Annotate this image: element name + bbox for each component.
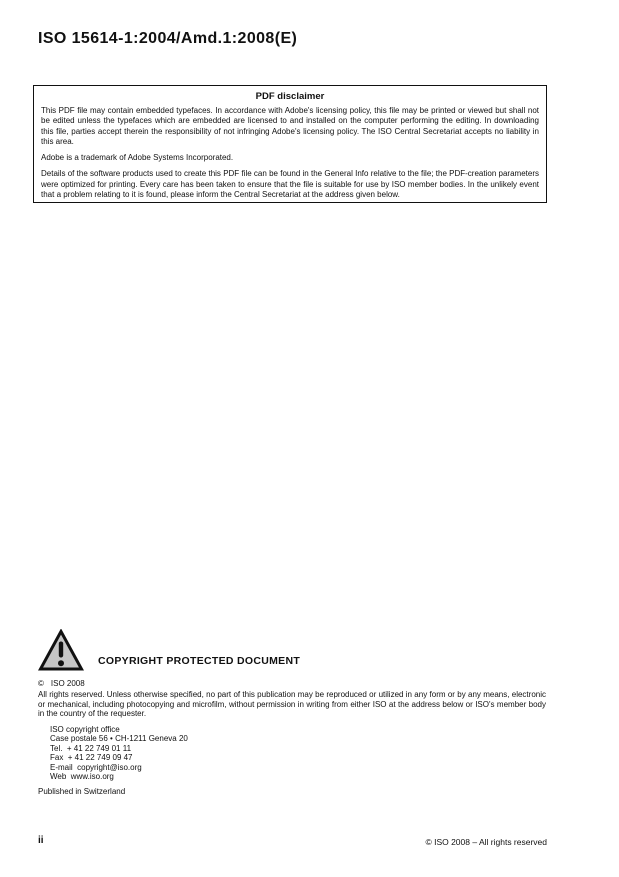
document-reference-header: ISO 15614-1:2004/Amd.1:2008(E) <box>38 30 298 47</box>
address-line-postal: Case postale 56 • CH-1211 Geneva 20 <box>50 734 188 744</box>
address-line-office: ISO copyright office <box>50 725 120 734</box>
disclaimer-title: PDF disclaimer <box>255 91 325 102</box>
published-in-switzerland-note: Published in Switzerland <box>38 787 126 796</box>
address-line-tel: Tel. + 41 22 749 01 11 <box>50 743 132 753</box>
pdf-disclaimer-box <box>33 85 547 203</box>
footer-copyright-notice: © ISO 2008 – All rights reserved <box>425 837 547 847</box>
warning-triangle-icon <box>38 629 84 672</box>
disclaimer-paragraph: Adobe is a trademark of Adobe Systems Incorporated. <box>41 153 234 163</box>
all-rights-reserved-paragraph: All rights reserved. Unless otherwise specified, no part of this publication may be reproduced or utilized in any form or by any means, electronic or mechanical, including photocopying and microfilm, without permission in writing from either ISO at the address below or ISO's member body in the country of the requester. <box>38 690 546 719</box>
copyright-line <box>38 679 85 688</box>
copyright-protected-heading: COPYRIGHT PROTECTED DOCUMENT <box>98 655 301 667</box>
copyright-symbol: © <box>38 679 44 688</box>
disclaimer-paragraph: Details of the software products used to create this PDF file can be found in the General Info relative to the file; the PDF-creation parameters were optimized for printing. Every care has been taken to ensure that the file is suitable for use by ISO member bodies. In the unlikely event that a problem relating to it is found, please inform the Central Secretariat at the address given below. <box>41 169 539 200</box>
address-line-fax: Fax + 41 22 749 09 47 <box>50 753 133 763</box>
footer-page-number: ii <box>38 835 44 846</box>
iso-copyright-office-address <box>50 725 188 781</box>
address-line-email: E-mail copyright@iso.org <box>50 762 142 772</box>
copyright-owner: ISO 2008 <box>50 679 85 688</box>
address-line-web: Web www.iso.org <box>50 772 114 782</box>
disclaimer-paragraph: This PDF file may contain embedded typefaces. In accordance with Adobe's licensing policy, this file may be printed or viewed but shall not be edited unless the typefaces which are embedded are licensed to and installed on the computer performing the editing. In downloading this file, parties accept therein the responsibility of not infringing Adobe's licensing policy. The ISO Central Secretariat accepts no liability in this area. <box>41 106 539 146</box>
